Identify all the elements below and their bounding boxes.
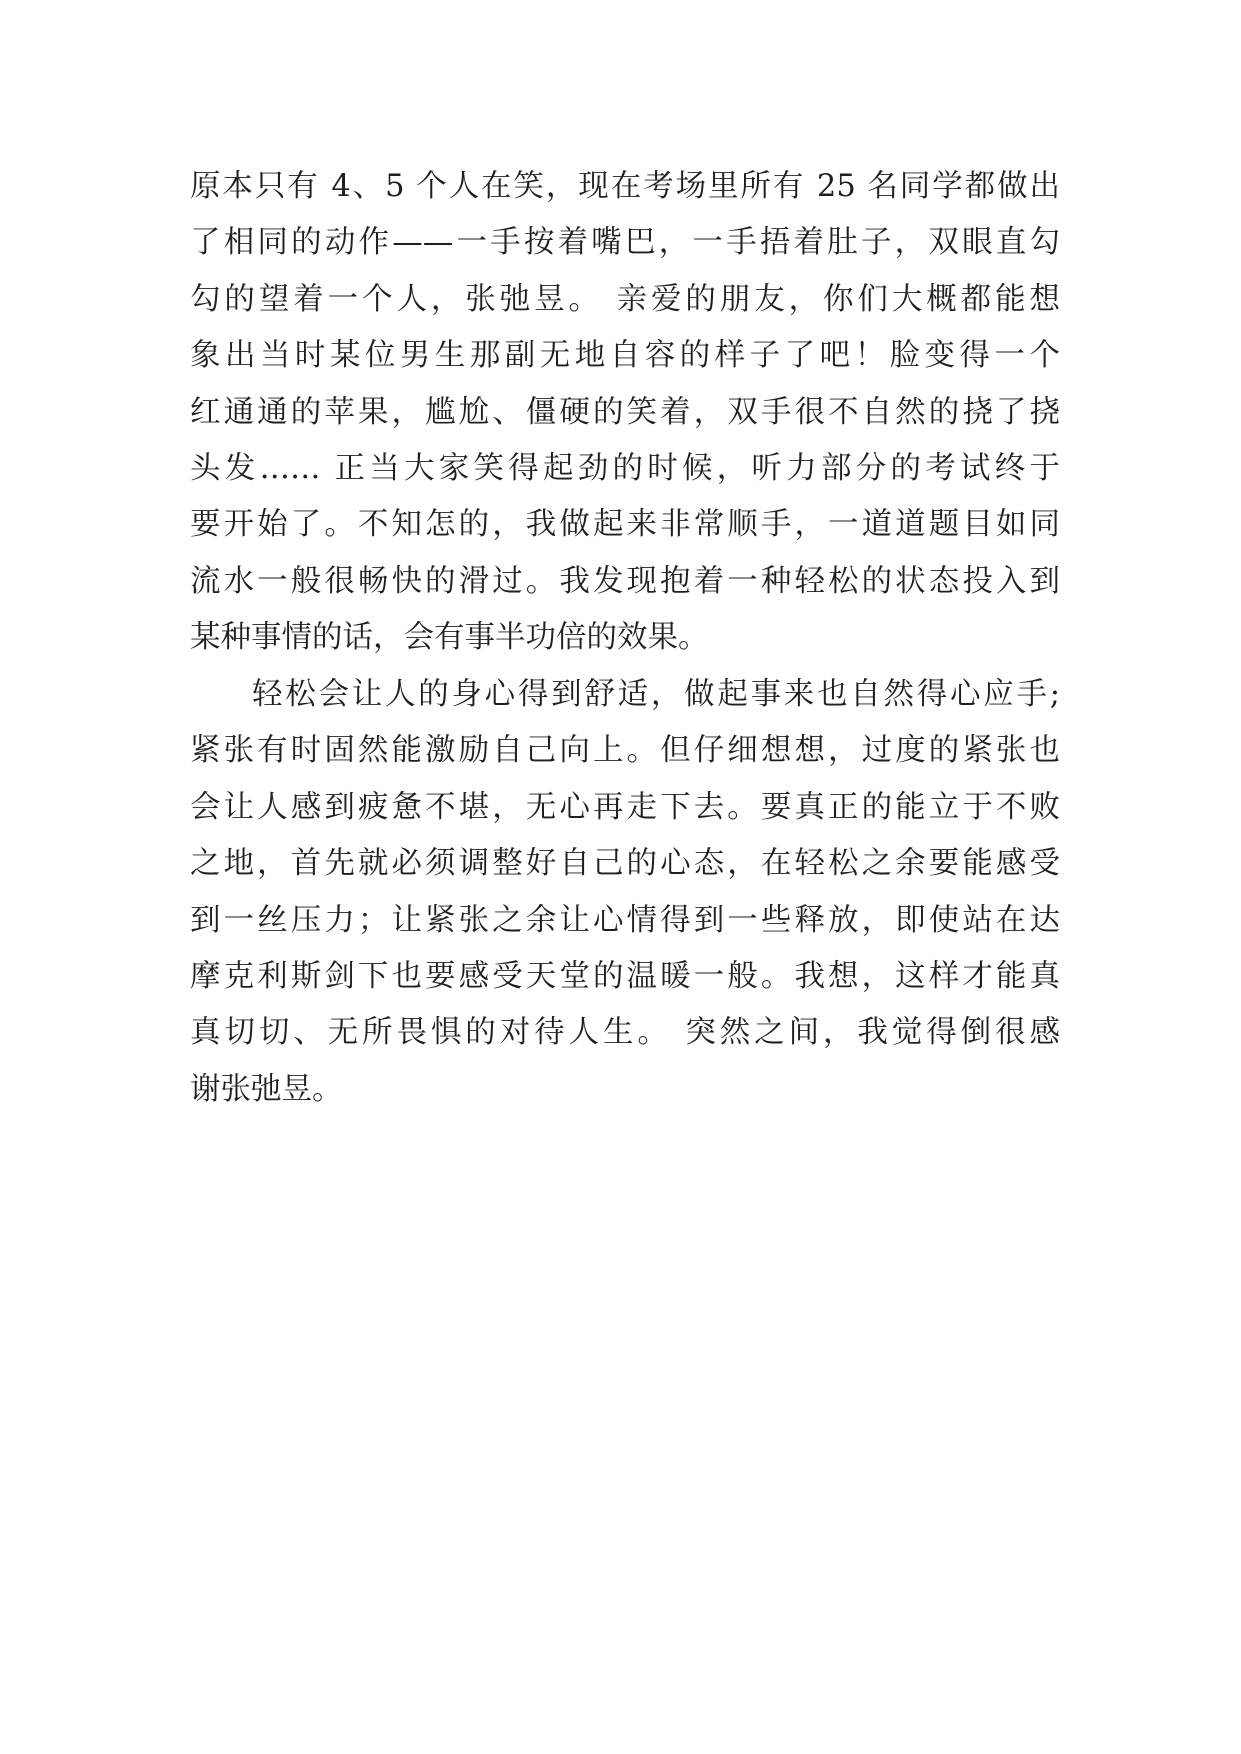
- text-line: 摩克利斯剑下也要感受天堂的温暖一般。我想，这样才能真: [190, 958, 1060, 994]
- text-line: 之地，首先就必须调整好自己的心态，在轻松之余要能感受: [190, 846, 1060, 882]
- text-line: 某种事情的话，会有事半功倍的效果。: [190, 620, 709, 656]
- text-line: 头发…… 正当大家笑得起劲的时候，听力部分的考试终于: [190, 450, 1060, 486]
- paragraph-2: [190, 667, 1060, 1118]
- text-line: 紧张有时固然能激励自己向上。但仔细想想，过度的紧张也: [190, 733, 1060, 769]
- text-line: 要开始了。不知怎的，我做起来非常顺手，一道道题目如同: [190, 507, 1060, 543]
- text-line: 红通通的苹果，尴尬、僵硬的笑着，双手很不自然的挠了挠: [190, 394, 1060, 430]
- text-line: 真切切、无所畏惧的对待人生。 突然之间，我觉得倒很感: [190, 1015, 1060, 1051]
- text-line: 勾的望着一个人，张弛昱。 亲爱的朋友，你们大概都能想: [190, 281, 1060, 317]
- paragraph-1: [190, 159, 1060, 667]
- text-line: 流水一般很畅快的滑过。我发现抱着一种轻松的状态投入到: [190, 563, 1060, 599]
- text-line: 象出当时某位男生那副无地自容的样子了吧！脸变得一个: [190, 338, 1060, 374]
- text-line: 谢张弛昱。: [190, 1071, 343, 1107]
- text-line: 轻松会让人的身心得到舒适，做起事来也自然得心应手;: [252, 677, 1060, 712]
- text-line: 原本只有 4、5 个人在笑，现在考场里所有 25 名同学都做出: [190, 169, 1060, 204]
- text-line: 会让人感到疲惫不堪，无心再走下去。要真正的能立于不败: [190, 789, 1060, 825]
- text-line: 了相同的动作——一手按着嘴巴，一手捂着肚子，双眼直勾: [190, 225, 1060, 261]
- text-line: 到一丝压力；让紧张之余让心情得到一些释放，即使站在达: [190, 902, 1060, 938]
